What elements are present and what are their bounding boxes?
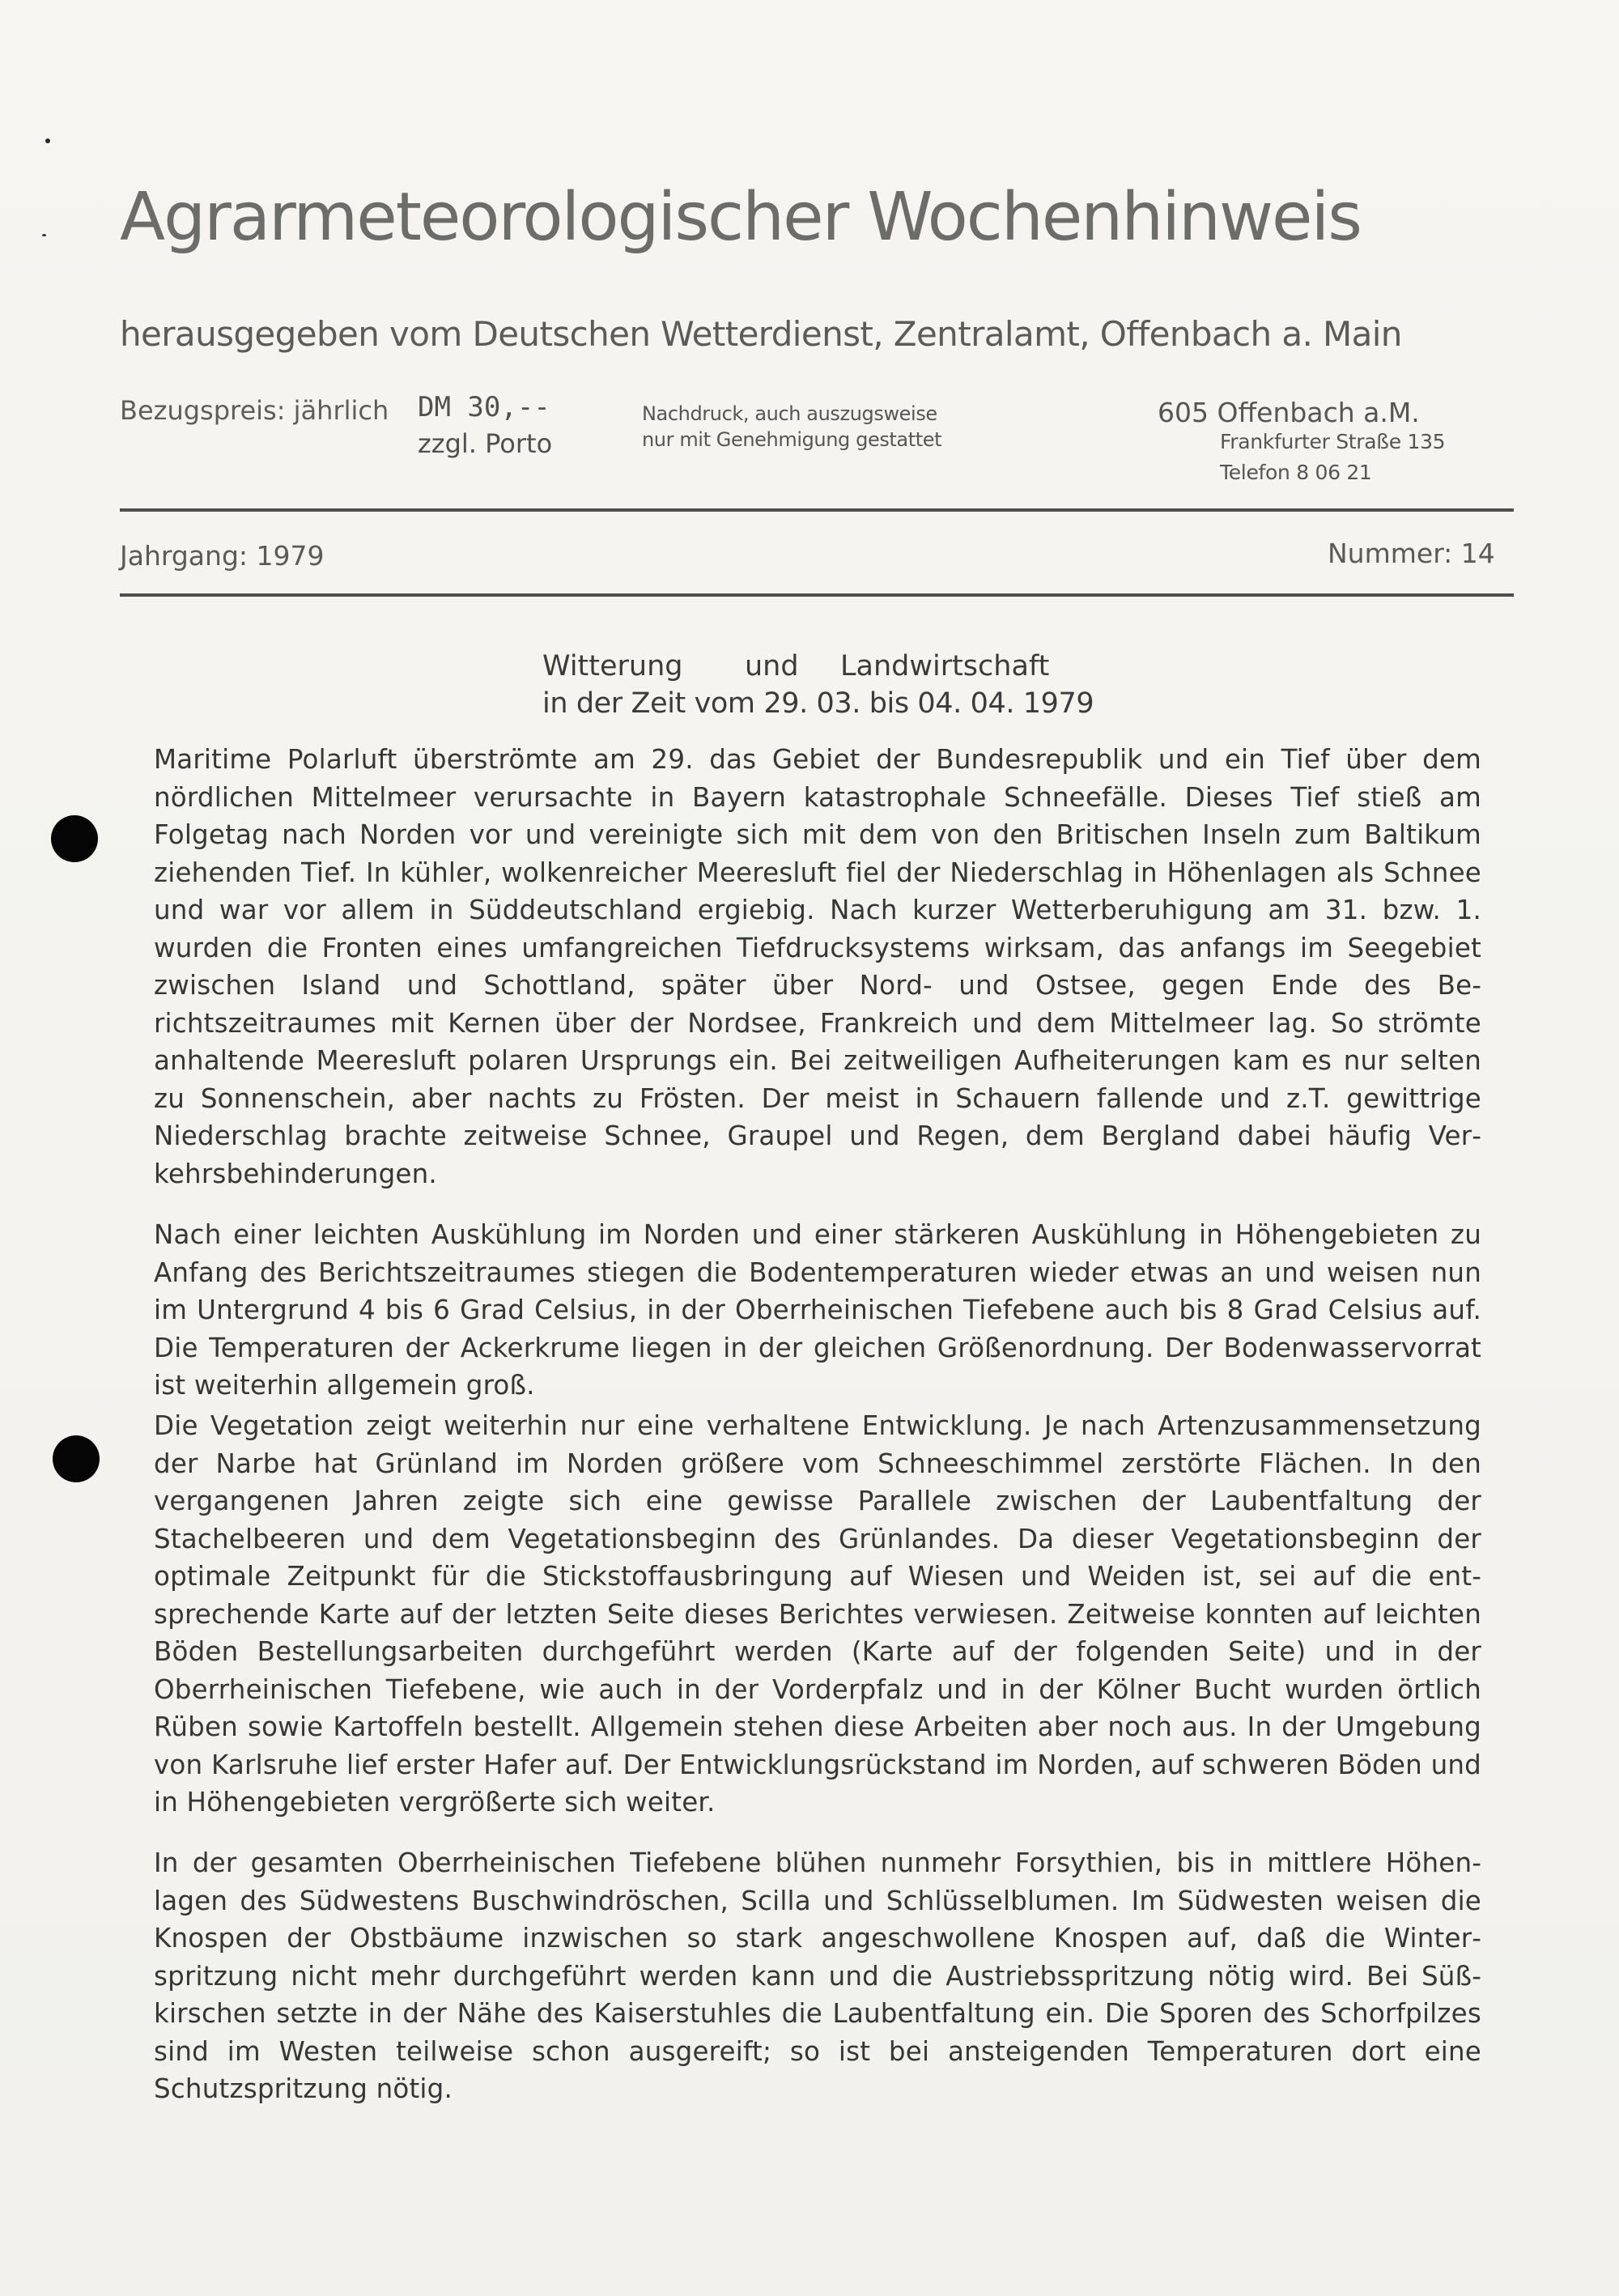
body-paragraph: Die Vegetation zeigt weiterhin nur eine verhaltene Entwicklung. Je nach Artenzusammensetzung der Narbe hat Grünland im Norden größere vom Schneeschimmel zerstörte Flächen. In den vergangenen Jahren zeigte sich eine gewisse Parallele zwischen der Laubentfaltung der Stachelbeeren und dem Vegetationsbeginn des Grünlandes. Da dieser Vegetationsbeginn der optimale Zeitpunkt für die Stickstoffausbringung auf Wiesen und Weiden ist, sei auf die entsprechende Karte auf der letzten Seite dieses Berichtes verwiesen. Zeitweise konnten auf leichten Böden Bestellungsarbeiten durchgeführt werden (Karte auf der folgenden Seite) und in der Oberrheinischen Tiefebene, wie auch in der Vorderpfalz und in der Kölner Bucht wurden örtlich Rüben sowie Kartoffeln bestellt. Allgemein stehen diese Arbeiten aber noch aus. In der Umgebung von Karlsruhe lief erster Hafer auf. Der Entwicklungsrückstand im Norden, auf schweren Böden und in Höhengebieten vergrößerte sich weiter. — [154, 1410, 1481, 1818]
issue-number: Nummer: 14 — [1328, 538, 1495, 569]
address-street: Frankfurter Straße 135 — [1220, 430, 1446, 453]
address-phone: Telefon 8 06 21 — [1220, 461, 1372, 484]
scan-speck — [45, 138, 50, 143]
report-period: in der Zeit vom 29. 03. bis 04. 04. 1979 — [542, 687, 1094, 720]
punch-hole — [53, 1435, 100, 1482]
subscription-postage: zzgl. Porto — [418, 428, 553, 459]
reprint-notice-line-1: Nachdruck, auch auszugsweise — [642, 402, 937, 425]
body-paragraph: Nach einer leichten Auskühlung im Norden und einer stärkeren Auskühlung in Höhengebieten zu Anfang des Berichtszeitraumes stiegen die Bodentemperaturen wieder etwas an und weisen nun im Untergrund 4 bis 6 Grad Celsius, in der Oberrheinischen Tiefebene auch bis 8 Grad Celsius auf. Die Temperaturen der Ackerkrume liegen in der gleichen Größenordnung. Der Bodenwasservorrat ist weiterhin allgemein groß. — [154, 1219, 1481, 1401]
report-title-word: Landwirtschaft — [840, 650, 1050, 682]
report-title-word: Witterung — [542, 650, 683, 682]
reprint-notice-line-2: nur mit Genehmigung gestattet — [642, 428, 942, 451]
subscription-amount: DM 30,-- — [418, 391, 550, 423]
publisher-line: herausgegeben vom Deutschen Wetterdienst, Zentralamt, Offenbach a. Main — [120, 314, 1402, 354]
divider-rule — [120, 508, 1514, 512]
report-title-word: und — [745, 650, 799, 682]
body-paragraph: Maritime Polarluft überströmte am 29. das Gebiet der Bundesrepublik und ein Tief über dem nördlichen Mittelmeer verursachte in Bayern katastrophale Schneefälle. Dieses Tief stieß am Folgetag nach Norden vor und vereinigte sich mit dem von den Britischen Inseln zum Baltikum ziehenden Tief. In kühler, wolkenreicher Meeresluft fiel der Niederschlag in Höhenlagen als Schnee und war vor allem in Süddeutschland ergiebig. Nach kurzer Wetterberuhigung am 31. bzw. 1. wurden die Fronten eines umfangreichen Tiefdrucksystems wirksam, das anfangs im Seegebiet zwischen Island und Schottland, später über Nord- und Ostsee, gegen Ende des Berichtszeitraumes mit Kernen über der Nordsee, Frankreich und dem Mittelmeer lag. So strömte anhaltende Meeresluft polaren Ursprungs ein. Bei zeitweiligen Aufheiterungen kam es nur selten zu Sonnenschein, aber nachts zu Frösten. Der meist in Schauern fallende und z.T. gewittrige Niederschlag brachte zeitweise Schnee, Graupel und Regen, dem Bergland dabei häufig Verkehrsbehinderungen. — [154, 744, 1481, 1189]
punch-hole — [51, 815, 98, 862]
subscription-label: Bezugspreis: jährlich — [120, 395, 389, 426]
body-paragraph: In der gesamten Oberrheinischen Tiefebene blühen nunmehr Forsythien, bis in mittlere Höhenlagen des Südwestens Buschwindröschen, Scilla und Schlüsselblumen. Im Südwesten weisen die Knospen der Obstbäume inzwischen so stark angeschwollene Knospen auf, daß die Winterspritzung nicht mehr durchgeführt werden kann und die Austriebsspritzung nötig wird. Bei Süßkirschen setzte in der Nähe des Kaiserstuhles die Laubentfaltung ein. Die Sporen des Schorfpilzes sind im Westen teilweise schon ausgereift; so ist bei ansteigenden Temperaturen dort eine Schutzspritzung nötig. — [154, 1847, 1481, 2104]
divider-rule — [120, 593, 1514, 597]
address-city: 605 Offenbach a.M. — [1158, 397, 1420, 428]
volume-year: Jahrgang: 1979 — [120, 540, 325, 572]
publication-title: Agrarmeteorologischer Wochenhinweis — [120, 179, 1362, 256]
scan-speck — [42, 234, 46, 236]
